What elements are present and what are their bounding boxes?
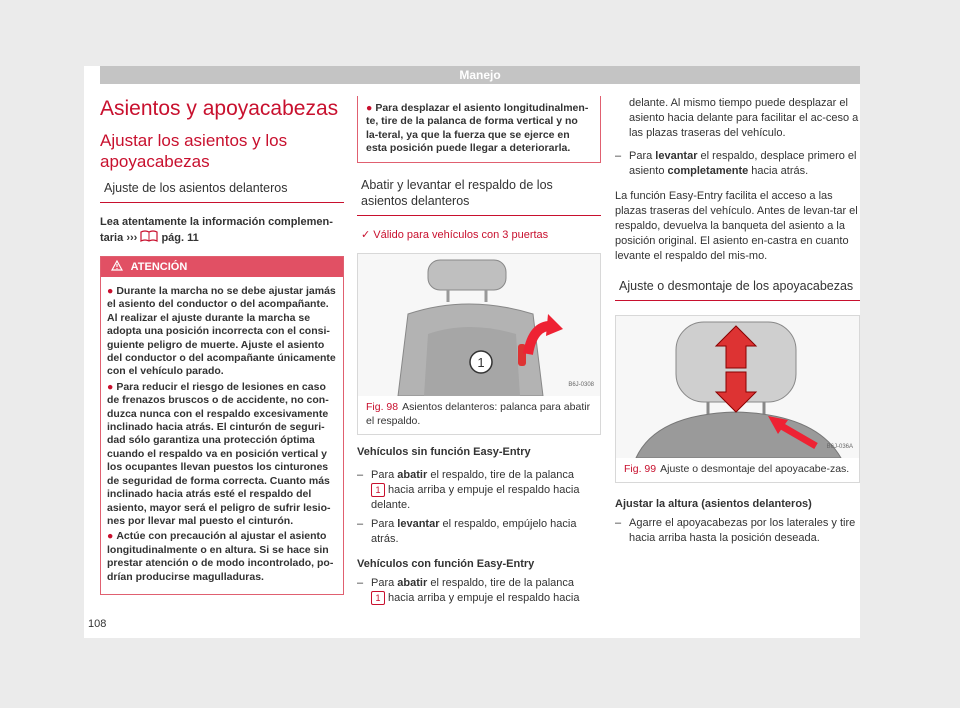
warning-body xyxy=(101,277,343,594)
subheading: Vehículos con función Easy-Entry xyxy=(357,557,535,570)
headrest-image xyxy=(616,316,859,458)
figure-code: B6J-036A xyxy=(826,444,853,450)
book-reference-icon xyxy=(140,230,158,242)
section-title: Ajuste o desmontaje de los apoyacabezas xyxy=(615,278,860,301)
figure-99 xyxy=(615,315,860,483)
intro-note: Lea atentamente la información complemen- taria ››› pág. 11 xyxy=(100,216,333,244)
warning-item: ● Durante la marcha no se debe ajustar jamás el asiento del conductor o del acompañante. Al realizar el ajuste durante la marcha se adopta una posición incorrecta con el consi-guiente peligro de muerte. Ajuste el asiento del conductor o del acompañante únicamente con el vehículo parado. xyxy=(107,285,336,378)
warning-item: ● Para reducir el riesgo de lesiones en caso de frenazos bruscos o de accidente, no con-duzca nunca con el respaldo excesivamente inclinado hacia atrás. El cinturón de seguri-dad sólo garantiza una protección óptima cuando el respaldo va en posición vertical y los ocupantes llevan puestos los cinturones de seguridad de forma correcta. Cuanto más inclinado hacia atrás esté el respaldo del asiento, mayor será el peligro de sufrir lesio-nes por llevar mal puesto el cinturón. xyxy=(107,380,331,527)
section-title: Ajuste de los asientos delanteros xyxy=(100,180,344,203)
chapter-title: Asientos y apoyacabezas xyxy=(100,97,339,120)
warning-triangle-icon xyxy=(111,260,123,271)
list-item: – Agarre el apoyacabezas por los laterales y tire hacia arriba hasta la posición deseada. xyxy=(615,517,856,544)
list-item: – Para abatir el respaldo, tire de la palanca 1 hacia arriba y empuje el respaldo hacia delante. xyxy=(357,468,580,511)
subheading: Vehículos sin función Easy-Entry xyxy=(357,445,531,458)
column-2 xyxy=(357,96,601,610)
header-bar: Manejo xyxy=(100,66,860,84)
callout-marker: 1 xyxy=(371,483,385,497)
column-1 xyxy=(100,96,344,595)
continued-text: delante. Al mismo tiempo puede desplazar el asiento hacia delante para facilitar el ac-ceso a las plazas traseras del vehículo. xyxy=(629,97,859,139)
warning-header: ATENCIÓN xyxy=(101,257,343,277)
list-item: – Para levantar el respaldo, empújelo hacia atrás. xyxy=(357,517,577,545)
figure-caption: Fig. 99 Ajuste o desmontaje del apoyacabe-zas. xyxy=(624,463,850,475)
seat-illustration xyxy=(358,254,600,396)
page-reference-link[interactable]: pág. 11 xyxy=(161,232,199,244)
easy-entry-paragraph: La función Easy-Entry facilita el acceso a las plazas traseras del vehículo. Antes de levan-tar el respaldo, devuelva la banqueta del asiento a la posición original. El asiento en-castra en cuanto levante el respaldo del mis-mo. xyxy=(615,190,858,262)
callout-marker: 1 xyxy=(371,591,385,605)
warning-box xyxy=(100,256,344,595)
column-3 xyxy=(615,96,860,550)
figure-caption: Fig. 98 Asientos delanteros: palanca para abatir el respaldo. xyxy=(366,400,591,427)
arrows-icon: ››› xyxy=(126,232,138,244)
subchapter-title: Ajustar los asientos y los apoyacabezas xyxy=(100,131,288,171)
validity-note: ✓ Válido para vehículos con 3 puertas xyxy=(361,228,549,241)
seat-lever-image xyxy=(358,254,600,396)
list-item: – Para levantar el respaldo, desplace primero el asiento completamente hacia atrás. xyxy=(615,150,857,177)
section-title: Abatir y levantar el respaldo de los asientos delanteros xyxy=(357,177,601,216)
subheading: Ajustar la altura (asientos delanteros) xyxy=(615,498,812,510)
page-number: 108 xyxy=(88,618,107,630)
figure-98 xyxy=(357,253,601,435)
figure-code: B6J-0308 xyxy=(568,381,594,388)
svg-text:1: 1 xyxy=(477,354,485,370)
warning-item: ● Actúe con precaución al ajustar el asiento longitudinalmente o en altura. Si se hace sin prestar atención o de modo incontrolado, po-drían producirse magulladuras. xyxy=(107,530,334,583)
list-item: – Para abatir el respaldo, tire de la palanca 1 hacia arriba y empuje el respaldo hacia xyxy=(357,576,580,604)
check-icon: ✓ xyxy=(361,228,371,241)
warning-continuation: ● Para desplazar el asiento longitudinalmen-te, tire de la palanca de forma vertical y no la-teral, ya que la fuerza que se ejerce en esta posición puede llegar a deteriorarla. xyxy=(357,96,601,163)
headrest-illustration xyxy=(616,316,859,458)
